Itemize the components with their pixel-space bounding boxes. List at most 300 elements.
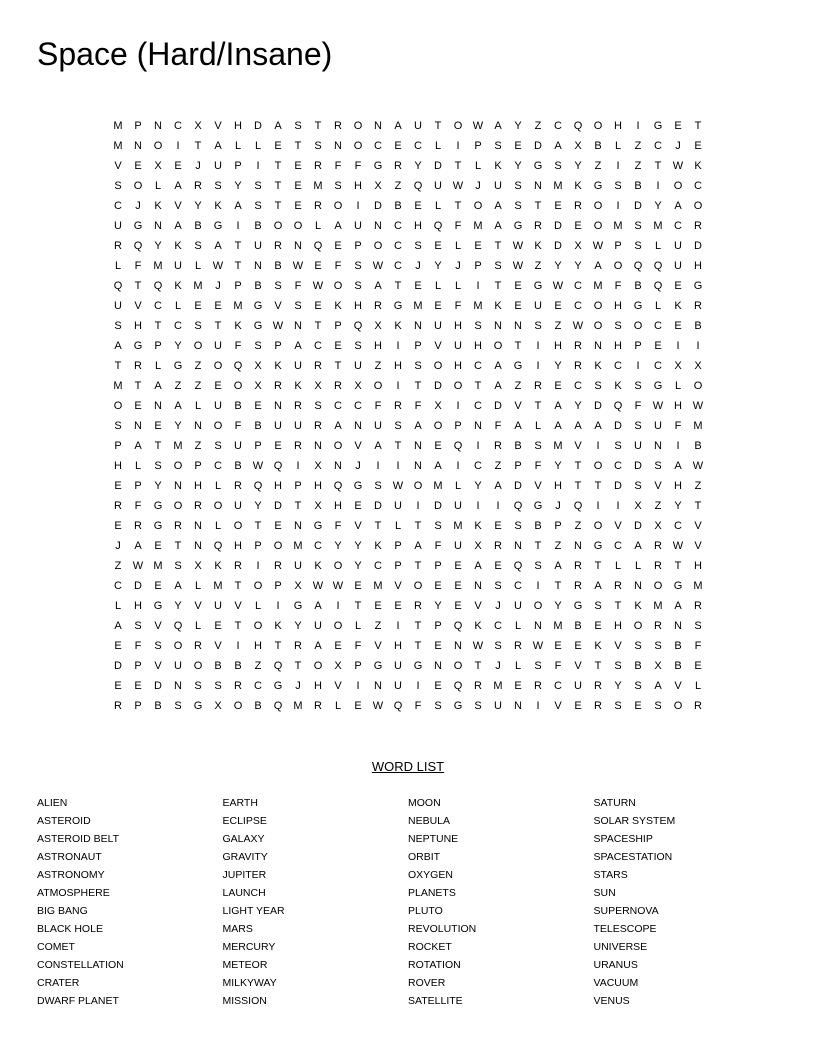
grid-letter: Y <box>354 560 362 572</box>
word-list-item: ORBIT <box>408 851 441 863</box>
grid-letter: L <box>534 420 542 432</box>
grid-letter: O <box>273 540 283 552</box>
grid-letter: Q <box>273 700 283 712</box>
grid-letter: I <box>696 340 700 352</box>
grid-letter: E <box>114 480 122 492</box>
grid-letter: Y <box>574 400 582 412</box>
word-list-item: REVOLUTION <box>408 923 477 935</box>
word-list-item: LAUNCH <box>222 887 266 899</box>
grid-letter: R <box>514 640 522 652</box>
word-list-item: MARS <box>222 923 253 935</box>
grid-letter: O <box>173 500 183 512</box>
word-list-item: ASTEROID <box>37 815 91 827</box>
grid-letter: H <box>354 300 362 312</box>
grid-letter: D <box>634 520 642 532</box>
grid-letter: S <box>154 640 162 652</box>
grid-letter: N <box>374 680 382 692</box>
grid-letter: F <box>354 640 362 652</box>
grid-letter: V <box>114 160 122 172</box>
grid-letter: Y <box>434 260 442 272</box>
grid-letter: M <box>653 600 663 612</box>
grid-letter: Q <box>513 500 523 512</box>
grid-letter: O <box>593 120 603 132</box>
grid-letter: T <box>274 180 282 192</box>
grid-letter: P <box>614 240 622 252</box>
grid-letter: N <box>454 640 462 652</box>
grid-letter: B <box>254 700 262 712</box>
grid-row <box>108 616 708 636</box>
grid-letter: I <box>476 440 480 452</box>
grid-letter: A <box>134 440 142 452</box>
word-list-item: GALAXY <box>222 833 265 845</box>
grid-letter: Q <box>653 260 663 272</box>
grid-letter: S <box>254 340 262 352</box>
grid-letter: E <box>214 300 222 312</box>
grid-letter: G <box>273 680 283 692</box>
grid-letter: H <box>134 320 142 332</box>
grid-letter: W <box>312 280 324 292</box>
grid-letter: U <box>234 440 242 452</box>
grid-letter: J <box>415 260 421 272</box>
grid-letter: F <box>494 420 502 432</box>
grid-letter: B <box>674 640 682 652</box>
grid-letter: B <box>694 440 702 452</box>
grid-letter: X <box>314 500 322 512</box>
grid-letter: E <box>394 600 402 612</box>
grid-letter: S <box>654 700 662 712</box>
grid-letter: A <box>414 420 422 432</box>
grid-letter: K <box>274 360 282 372</box>
grid-letter: Z <box>554 320 562 332</box>
grid-letter: C <box>674 220 682 232</box>
grid-letter: M <box>553 620 563 632</box>
word-list-item: PLANETS <box>408 887 456 899</box>
grid-letter: J <box>495 600 501 612</box>
grid-letter: X <box>434 400 442 412</box>
word-list-item: LIGHT YEAR <box>222 905 285 917</box>
grid-letter: H <box>454 360 462 372</box>
grid-letter: C <box>354 400 362 412</box>
grid-letter: L <box>214 480 222 492</box>
grid-row <box>108 436 708 456</box>
grid-letter: A <box>154 380 162 392</box>
word-list-item: ROTATION <box>408 959 461 971</box>
grid-letter: U <box>174 660 182 672</box>
grid-letter: D <box>594 400 602 412</box>
grid-letter: E <box>214 380 222 392</box>
grid-letter: G <box>593 540 603 552</box>
grid-letter: C <box>394 260 402 272</box>
grid-letter: G <box>533 500 543 512</box>
grid-letter: G <box>673 580 683 592</box>
grid-letter: T <box>674 560 682 572</box>
grid-letter: E <box>574 700 582 712</box>
grid-letter: N <box>674 620 682 632</box>
grid-letter: E <box>514 300 522 312</box>
grid-letter: E <box>514 680 522 692</box>
grid-letter: W <box>692 400 704 412</box>
grid-letter: K <box>574 180 582 192</box>
grid-letter: Z <box>634 160 642 172</box>
grid-letter: R <box>594 680 602 692</box>
grid-letter: C <box>314 540 322 552</box>
grid-letter: A <box>594 580 602 592</box>
grid-letter: F <box>354 160 362 172</box>
grid-letter: D <box>634 200 642 212</box>
grid-letter: E <box>294 200 302 212</box>
grid-letter: J <box>135 200 141 212</box>
grid-letter: T <box>314 320 322 332</box>
grid-letter: A <box>674 600 682 612</box>
grid-letter: B <box>234 400 242 412</box>
grid-letter: I <box>456 400 460 412</box>
grid-letter: D <box>494 400 502 412</box>
grid-letter: E <box>634 700 642 712</box>
grid-letter: S <box>394 420 402 432</box>
grid-letter: C <box>394 240 402 252</box>
grid-letter: I <box>636 360 640 372</box>
grid-letter: S <box>514 520 522 532</box>
grid-letter: A <box>554 400 562 412</box>
grid-letter: O <box>273 220 283 232</box>
grid-letter: Q <box>433 220 443 232</box>
grid-letter: H <box>234 120 242 132</box>
grid-letter: J <box>555 500 561 512</box>
grid-letter: O <box>493 340 503 352</box>
grid-letter: E <box>674 280 682 292</box>
grid-letter: O <box>613 260 623 272</box>
grid-letter: M <box>413 300 423 312</box>
grid-letter: I <box>536 700 540 712</box>
grid-letter: E <box>414 200 422 212</box>
grid-letter: Y <box>174 420 182 432</box>
grid-letter: S <box>654 640 662 652</box>
grid-letter: T <box>314 120 322 132</box>
grid-letter: L <box>174 300 182 312</box>
grid-letter: I <box>396 340 400 352</box>
grid-letter: T <box>554 580 562 592</box>
grid-letter: T <box>534 400 542 412</box>
grid-letter: G <box>193 700 203 712</box>
grid-letter: I <box>616 200 620 212</box>
grid-letter: M <box>313 180 323 192</box>
grid-letter: R <box>534 380 542 392</box>
word-list-item: SATELLITE <box>408 995 463 1007</box>
word-list-item: SATURN <box>593 797 636 809</box>
grid-letter: G <box>293 600 303 612</box>
word-list-title: WORD LIST <box>371 759 445 774</box>
grid-row <box>108 276 708 296</box>
grid-letter: O <box>333 440 343 452</box>
grid-letter: V <box>154 620 162 632</box>
grid-letter: L <box>114 260 122 272</box>
grid-letter: U <box>574 680 582 692</box>
grid-letter: H <box>134 600 142 612</box>
grid-letter: Q <box>113 280 123 292</box>
grid-letter: C <box>514 580 522 592</box>
word-list-item: VACUUM <box>593 977 639 989</box>
grid-letter: N <box>174 680 182 692</box>
word-list-item: NEBULA <box>408 815 451 827</box>
grid-letter: S <box>634 680 642 692</box>
grid-letter: E <box>134 160 142 172</box>
grid-letter: P <box>194 460 202 472</box>
grid-letter: X <box>254 380 262 392</box>
grid-letter: N <box>474 580 482 592</box>
grid-letter: C <box>114 580 122 592</box>
grid-letter: T <box>274 160 282 172</box>
word-list-item: BLACK HOLE <box>37 923 103 935</box>
grid-letter: M <box>113 120 123 132</box>
grid-letter: E <box>454 580 462 592</box>
grid-letter: F <box>434 540 442 552</box>
grid-letter: D <box>634 460 642 472</box>
grid-letter: I <box>496 500 500 512</box>
grid-letter: E <box>514 140 522 152</box>
grid-letter: Q <box>513 560 523 572</box>
grid-letter: B <box>154 700 162 712</box>
word-list-item: NEPTUNE <box>408 833 459 845</box>
grid-letter: W <box>212 260 224 272</box>
grid-letter: L <box>514 660 522 672</box>
grid-letter: S <box>314 400 322 412</box>
grid-letter: S <box>354 280 362 292</box>
grid-letter: K <box>394 320 402 332</box>
grid-letter: R <box>334 120 342 132</box>
grid-letter: T <box>154 320 162 332</box>
grid-letter: B <box>234 460 242 472</box>
grid-letter: X <box>654 520 662 532</box>
grid-letter: A <box>214 240 222 252</box>
grid-letter: S <box>374 480 382 492</box>
grid-letter: W <box>332 580 344 592</box>
grid-letter: T <box>374 520 382 532</box>
grid-letter: N <box>174 480 182 492</box>
grid-letter: Z <box>634 140 642 152</box>
grid-letter: U <box>214 340 222 352</box>
grid-letter: A <box>294 340 302 352</box>
grid-letter: L <box>234 140 242 152</box>
grid-letter: G <box>593 180 603 192</box>
grid-letter: S <box>474 320 482 332</box>
grid-letter: S <box>154 460 162 472</box>
grid-letter: F <box>554 660 562 672</box>
grid-letter: L <box>434 200 442 212</box>
grid-letter: F <box>454 220 462 232</box>
grid-letter: B <box>234 660 242 672</box>
grid-letter: I <box>636 120 640 132</box>
grid-row <box>108 396 708 416</box>
grid-letter: K <box>614 380 622 392</box>
grid-letter: L <box>194 400 202 412</box>
grid-letter: S <box>214 180 222 192</box>
grid-letter: S <box>254 200 262 212</box>
grid-letter: R <box>274 240 282 252</box>
grid-letter: S <box>414 240 422 252</box>
grid-letter: E <box>114 640 122 652</box>
grid-letter: Q <box>253 480 263 492</box>
grid-letter: S <box>314 140 322 152</box>
grid-letter: S <box>354 260 362 272</box>
grid-letter: E <box>334 240 342 252</box>
grid-letter: H <box>414 220 422 232</box>
grid-letter: I <box>616 500 620 512</box>
grid-letter: T <box>194 140 202 152</box>
grid-letter: A <box>674 200 682 212</box>
grid-letter: T <box>294 500 302 512</box>
grid-letter: C <box>474 400 482 412</box>
grid-letter: O <box>653 580 663 592</box>
grid-letter: T <box>694 500 702 512</box>
grid-letter: O <box>233 520 243 532</box>
grid-letter: S <box>614 700 622 712</box>
grid-letter: S <box>194 240 202 252</box>
grid-letter: S <box>614 320 622 332</box>
grid-letter: O <box>453 120 463 132</box>
grid-letter: P <box>274 580 282 592</box>
grid-letter: E <box>554 640 562 652</box>
grid-letter: A <box>174 180 182 192</box>
grid-letter: A <box>494 220 502 232</box>
grid-letter: N <box>534 620 542 632</box>
grid-letter: F <box>334 520 342 532</box>
grid-letter: O <box>333 560 343 572</box>
grid-letter: V <box>194 600 202 612</box>
grid-letter: T <box>414 520 422 532</box>
grid-letter: C <box>254 680 262 692</box>
grid-letter: Z <box>174 380 182 392</box>
grid-letter: L <box>394 520 402 532</box>
grid-letter: O <box>533 600 543 612</box>
grid-letter: D <box>434 380 442 392</box>
grid-letter: A <box>374 280 382 292</box>
grid-letter: H <box>554 480 562 492</box>
grid-letter: B <box>534 520 542 532</box>
grid-letter: A <box>174 220 182 232</box>
word-list-item: MISSION <box>222 995 267 1007</box>
grid-row <box>108 576 708 596</box>
grid-letter: E <box>474 240 482 252</box>
grid-letter: Y <box>474 480 482 492</box>
grid-letter: V <box>174 200 182 212</box>
grid-letter: H <box>314 480 322 492</box>
grid-letter: R <box>494 440 502 452</box>
grid-letter: J <box>675 140 681 152</box>
grid-letter: S <box>254 180 262 192</box>
grid-letter: U <box>674 260 682 272</box>
grid-letter: O <box>633 620 643 632</box>
grid-letter: J <box>295 680 301 692</box>
grid-letter: K <box>154 200 162 212</box>
grid-letter: V <box>554 700 562 712</box>
grid-letter: V <box>694 540 702 552</box>
grid-letter: E <box>354 700 362 712</box>
word-list-item: SPACESHIP <box>593 833 653 845</box>
grid-letter: L <box>634 560 642 572</box>
grid-letter: E <box>314 300 322 312</box>
grid-letter: T <box>574 480 582 492</box>
grid-letter: R <box>654 620 662 632</box>
grid-letter: V <box>574 440 582 452</box>
grid-letter: S <box>214 680 222 692</box>
grid-letter: B <box>194 220 202 232</box>
grid-letter: A <box>394 120 402 132</box>
grid-letter: C <box>374 140 382 152</box>
grid-letter: O <box>453 380 463 392</box>
grid-letter: P <box>434 560 442 572</box>
grid-letter: R <box>574 580 582 592</box>
grid-letter: I <box>376 460 380 472</box>
grid-letter: R <box>614 580 622 592</box>
grid-letter: G <box>373 160 383 172</box>
grid-letter: B <box>254 220 262 232</box>
grid-letter: S <box>534 560 542 572</box>
grid-letter: K <box>494 300 502 312</box>
grid-letter: E <box>114 680 122 692</box>
grid-letter: Z <box>394 180 402 192</box>
grid-letter: G <box>353 480 363 492</box>
grid-letter: Z <box>374 360 382 372</box>
grid-letter: G <box>313 520 323 532</box>
grid-letter: H <box>314 680 322 692</box>
grid-letter: B <box>594 140 602 152</box>
grid-letter: S <box>514 200 522 212</box>
grid-letter: S <box>114 320 122 332</box>
grid-letter: S <box>114 420 122 432</box>
grid-letter: Q <box>173 620 183 632</box>
grid-letter: T <box>134 280 142 292</box>
grid-letter: U <box>214 400 222 412</box>
grid-letter: R <box>274 560 282 572</box>
grid-letter: T <box>454 200 462 212</box>
grid-letter: F <box>334 260 342 272</box>
grid-letter: G <box>693 280 703 292</box>
grid-letter: A <box>114 340 122 352</box>
grid-letter: Y <box>174 600 182 612</box>
grid-letter: L <box>194 260 202 272</box>
grid-letter: C <box>474 460 482 472</box>
grid-letter: H <box>334 500 342 512</box>
grid-letter: Q <box>353 320 363 332</box>
grid-letter: E <box>134 680 142 692</box>
grid-letter: W <box>472 640 484 652</box>
grid-letter: V <box>534 480 542 492</box>
grid-letter: A <box>214 140 222 152</box>
grid-letter: T <box>414 560 422 572</box>
grid-letter: D <box>254 120 262 132</box>
grid-letter: F <box>454 300 462 312</box>
grid-letter: C <box>214 460 222 472</box>
grid-letter: G <box>453 700 463 712</box>
grid-letter: Q <box>393 700 403 712</box>
grid-letter: Q <box>453 440 463 452</box>
grid-letter: S <box>634 380 642 392</box>
grid-letter: U <box>354 220 362 232</box>
grid-letter: U <box>314 620 322 632</box>
grid-letter: R <box>314 420 322 432</box>
grid-letter: P <box>414 340 422 352</box>
grid-letter: E <box>274 440 282 452</box>
grid-letter: E <box>274 140 282 152</box>
grid-letter: I <box>356 200 360 212</box>
grid-letter: I <box>416 680 420 692</box>
grid-letter: J <box>455 260 461 272</box>
grid-row <box>108 636 708 656</box>
grid-letter: O <box>673 700 683 712</box>
grid-letter: T <box>334 360 342 372</box>
grid-letter: E <box>434 580 442 592</box>
grid-letter: N <box>294 520 302 532</box>
